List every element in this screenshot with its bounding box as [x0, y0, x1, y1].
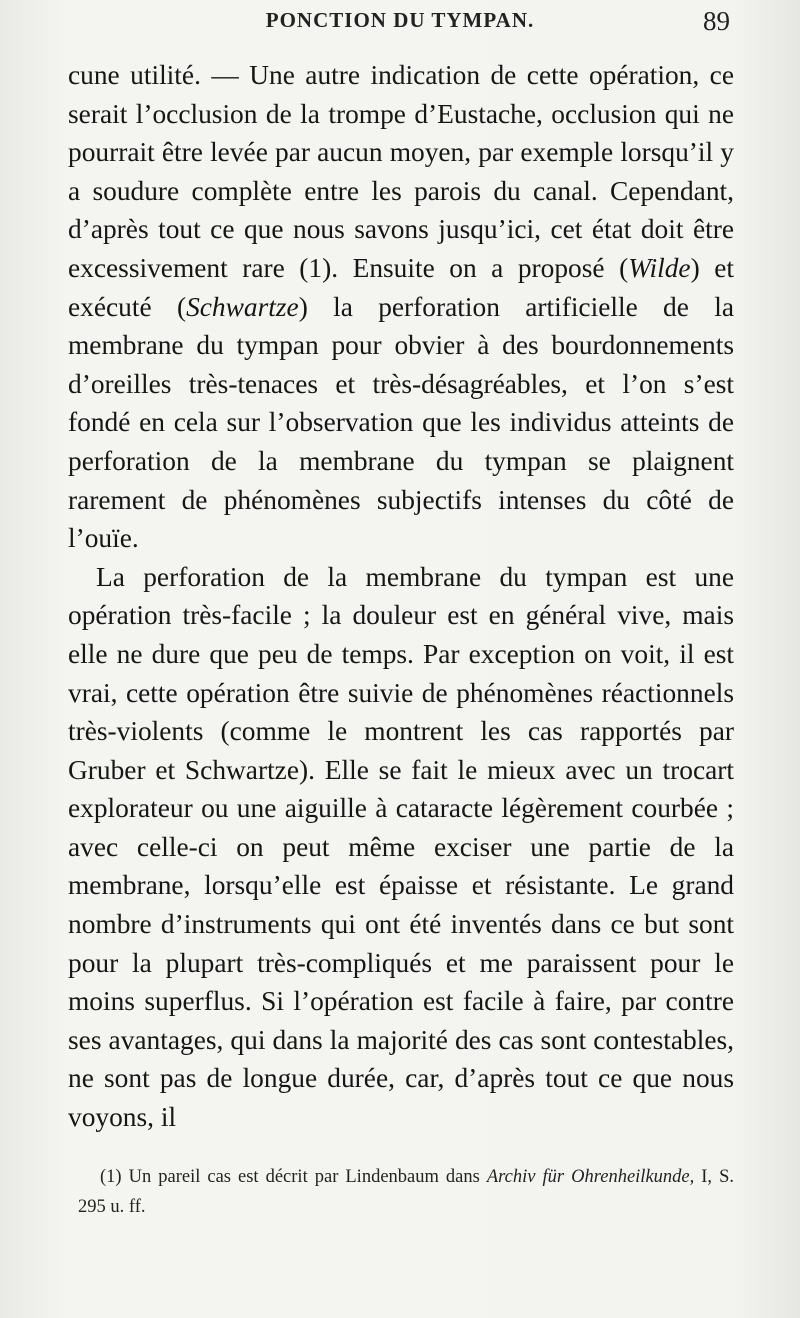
body-text: [68, 56, 734, 1137]
paragraph-1-text-a: cune utilité. — Une autre indication de cette opération, ce serait l’occlusion de la trompe d’Eustache, occlusion qui ne pourrait être levée par aucun moyen, par exemple lorsqu’il y a soudure complète entre les parois du canal. Cependant, d’après tout ce que nous savons jusqu’ici, cet état doit être excessivement rare (1). Ensuite on a proposé (: [68, 60, 734, 283]
page-header: [0, 6, 800, 38]
paragraph-1-text-c: ) la perforation artificielle de la membrane du tympan pour obvier à des bourdonnements d’oreilles très-tenaces et très-désagréables, et l’on s’est fondé en cela sur l’observation que les individus atteints de perforation de la membrane du tympan se plaignent rarement de phénomènes subjectifs intenses du côté de l’ouïe.: [68, 291, 734, 554]
paragraph-1: [68, 56, 734, 558]
footnote: [78, 1162, 734, 1222]
footnote-journal-title: Archiv für Ohrenheilkunde: [486, 1167, 690, 1187]
footnote-text-b: , I, S. 295 u. ff.: [78, 1167, 734, 1217]
author-wilde: Wilde: [628, 252, 691, 283]
footnote-text-a: Un pareil cas est décrit par Lindenbaum dans: [121, 1167, 487, 1187]
footnote-marker: (1): [100, 1167, 122, 1187]
author-schwartze: Schwartze: [186, 291, 299, 322]
page-number: 89: [703, 6, 730, 36]
running-title: PONCTION DU TYMPAN.: [265, 8, 535, 32]
paragraph-1-text-b: ) et exécuté (: [68, 252, 734, 322]
paragraph-2: La perforation de la membrane du tympan est une opération très-facile ; la douleur est en général vive, mais elle ne dure que peu de temps. Par exception on voit, il est vrai, cette opération être suivie de phénomènes réactionnels très-violents (comme le montrent les cas rapportés par Gruber et Schwartze). Elle se fait le mieux avec un trocart explorateur ou une aiguille à cataracte légèrement courbée ; avec celle-ci on peut même exciser une partie de la membrane, lorsqu’elle est épaisse et résistante. Le grand nombre d’instruments qui ont été inventés dans ce but sont pour la plupart très-compliqués et me paraissent pour le moins superflus. Si l’opération est facile à faire, par contre ses avantages, qui dans la majorité des cas sont contestables, ne sont pas de longue durée, car, d’après tout ce que nous voyons, il: [68, 561, 734, 1133]
